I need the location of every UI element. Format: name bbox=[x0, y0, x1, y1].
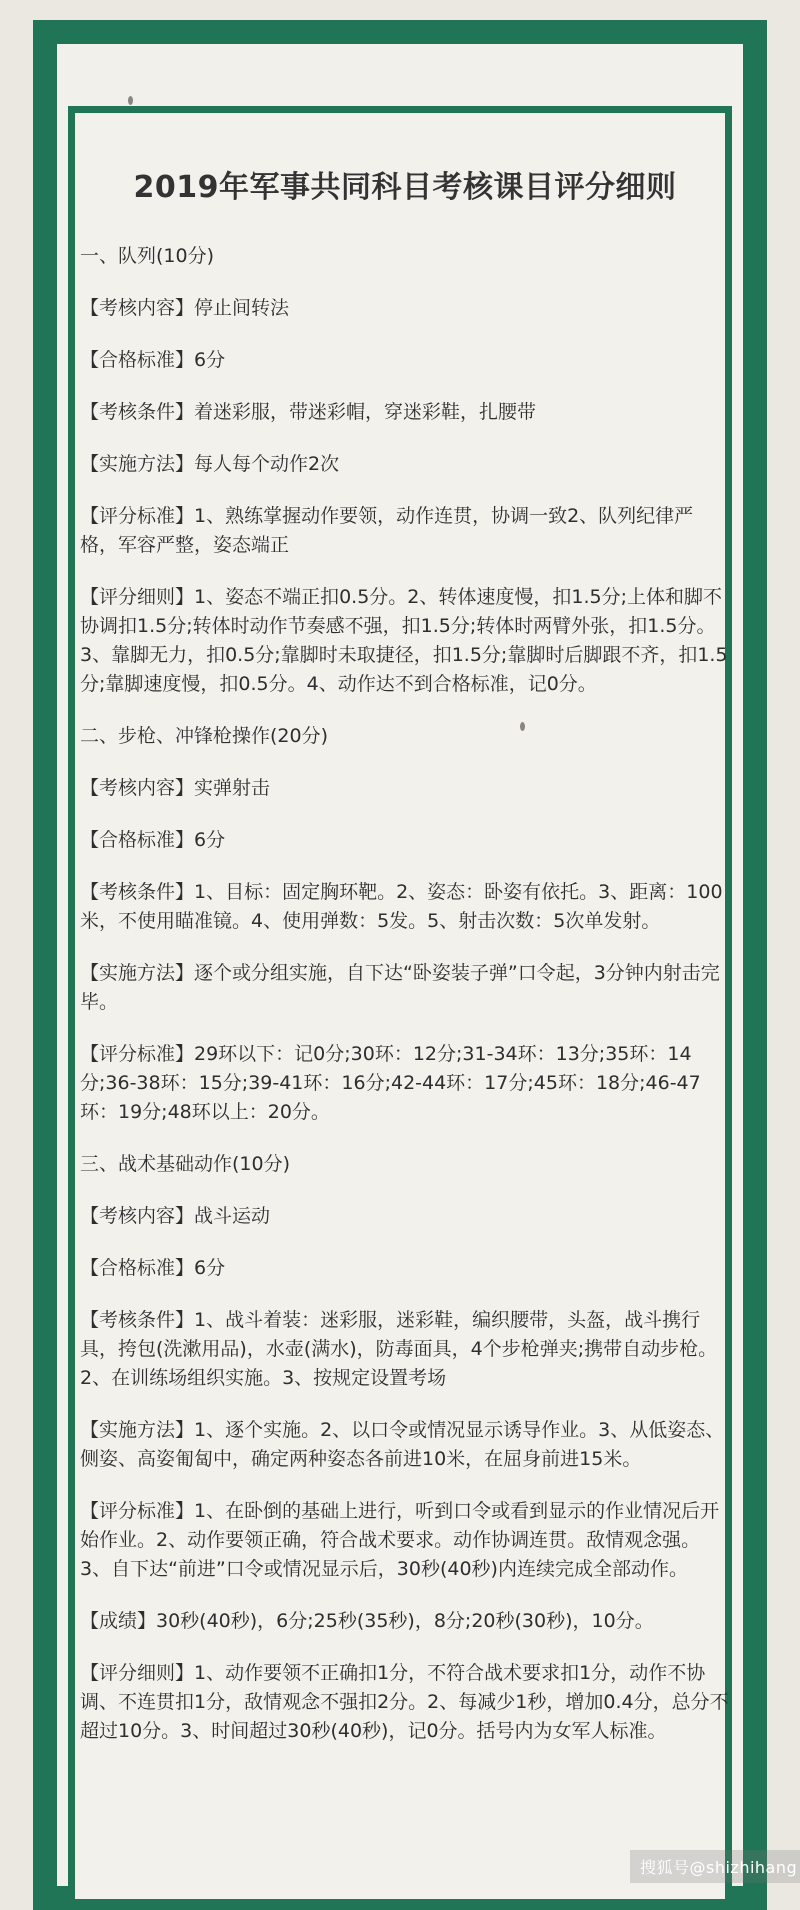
rule-item: 【考核条件】着迷彩服，带迷彩帽，穿迷彩鞋，扎腰带 bbox=[80, 401, 537, 423]
rule-item: 【评分标准】1、熟练掌握动作要领，动作连贯，协调一致2、队列纪律严格，军容严整，姿态端正 bbox=[80, 505, 694, 556]
rule-item: 【评分细则】1、姿态不端正扣0.5分。2、转体速度慢，扣1.5分;上体和脚不协调扣1.5分;转体时动作节奏感不强，扣1.5分;转体时两臂外张，扣1.5分。3、靠脚无力，扣0.5分;靠脚时未取捷径，扣1.5分;靠脚时后脚跟不齐，扣1.5分;靠脚速度慢，扣0.5分。4、动作达不到合格标准，记0分。 bbox=[80, 586, 728, 695]
document-body bbox=[80, 162, 730, 1769]
rule-item: 【考核内容】实弹射击 bbox=[80, 777, 271, 799]
rule-item: 【实施方法】1、逐个实施。2、以口令或情况显示诱导作业。3、从低姿态、侧姿、高姿匍匐中，确定两种姿态各前进10米，在屈身前进15米。 bbox=[80, 1419, 725, 1470]
section-heading: 一、队列(10分) bbox=[80, 245, 215, 267]
document-title: 2019年军事共同科目考核课目评分细则 bbox=[133, 170, 677, 205]
rule-item: 【评分细则】1、动作要领不正确扣1分，不符合战术要求扣1分，动作不协调、不连贯扣1分，敌情观念不强扣2分。2、每减少1秒，增加0.4分，总分不超过10分。3、时间超过30秒(40秒)，记0分。括号内为女军人标准。 bbox=[80, 1662, 729, 1742]
rule-item: 【成绩】30秒(40秒)，6分;25秒(35秒)，8分;20秒(30秒)，10分。 bbox=[80, 1610, 654, 1632]
section-heading: 二、步枪、冲锋枪操作(20分) bbox=[80, 725, 329, 747]
rule-item: 【考核内容】停止间转法 bbox=[80, 297, 290, 319]
rule-item: 【评分标准】29环以下：记0分;30环：12分;31-34环：13分;35环：14分;36-38环：15分;39-41环：16分;42-44环：17分;45环：18分;46-47环：19分;48环以上：20分。 bbox=[80, 1043, 701, 1123]
rule-item: 【考核条件】1、战斗着装：迷彩服，迷彩鞋，编织腰带，头盔，战斗携行具，挎包(洗漱用品)，水壶(满水)，防毒面具，4个步枪弹夹;携带自动步枪。2、在训练场组织实施。3、按规定设置考场 bbox=[80, 1309, 718, 1389]
section-heading: 三、战术基础动作(10分) bbox=[80, 1153, 291, 1175]
rule-item: 【评分标准】1、在卧倒的基础上进行，听到口令或看到显示的作业情况后开始作业。2、动作要领正确，符合战术要求。动作协调连贯。敌情观念强。3、自下达“前进”口令或情况显示后，30秒(40秒)内连续完成全部动作。 bbox=[80, 1500, 720, 1580]
rule-item: 【考核内容】战斗运动 bbox=[80, 1205, 271, 1227]
rule-item: 【实施方法】逐个或分组实施，自下达“卧姿装子弹”口令起，3分钟内射击完毕。 bbox=[80, 962, 720, 1013]
source-watermark: 搜狐号@shizhihang bbox=[640, 1858, 798, 1877]
rule-item: 【实施方法】每人每个动作2次 bbox=[80, 453, 340, 475]
rule-item: 【合格标准】6分 bbox=[80, 829, 226, 851]
rule-item: 【合格标准】6分 bbox=[80, 349, 226, 371]
rule-item: 【合格标准】6分 bbox=[80, 1257, 226, 1279]
rule-item: 【考核条件】1、目标：固定胸环靶。2、姿态：卧姿有依托。3、距离：100米，不使用瞄准镜。4、使用弹数：5发。5、射击次数：5次单发射。 bbox=[80, 881, 723, 932]
paper-speck bbox=[128, 96, 133, 105]
document-blocks bbox=[80, 242, 730, 1746]
